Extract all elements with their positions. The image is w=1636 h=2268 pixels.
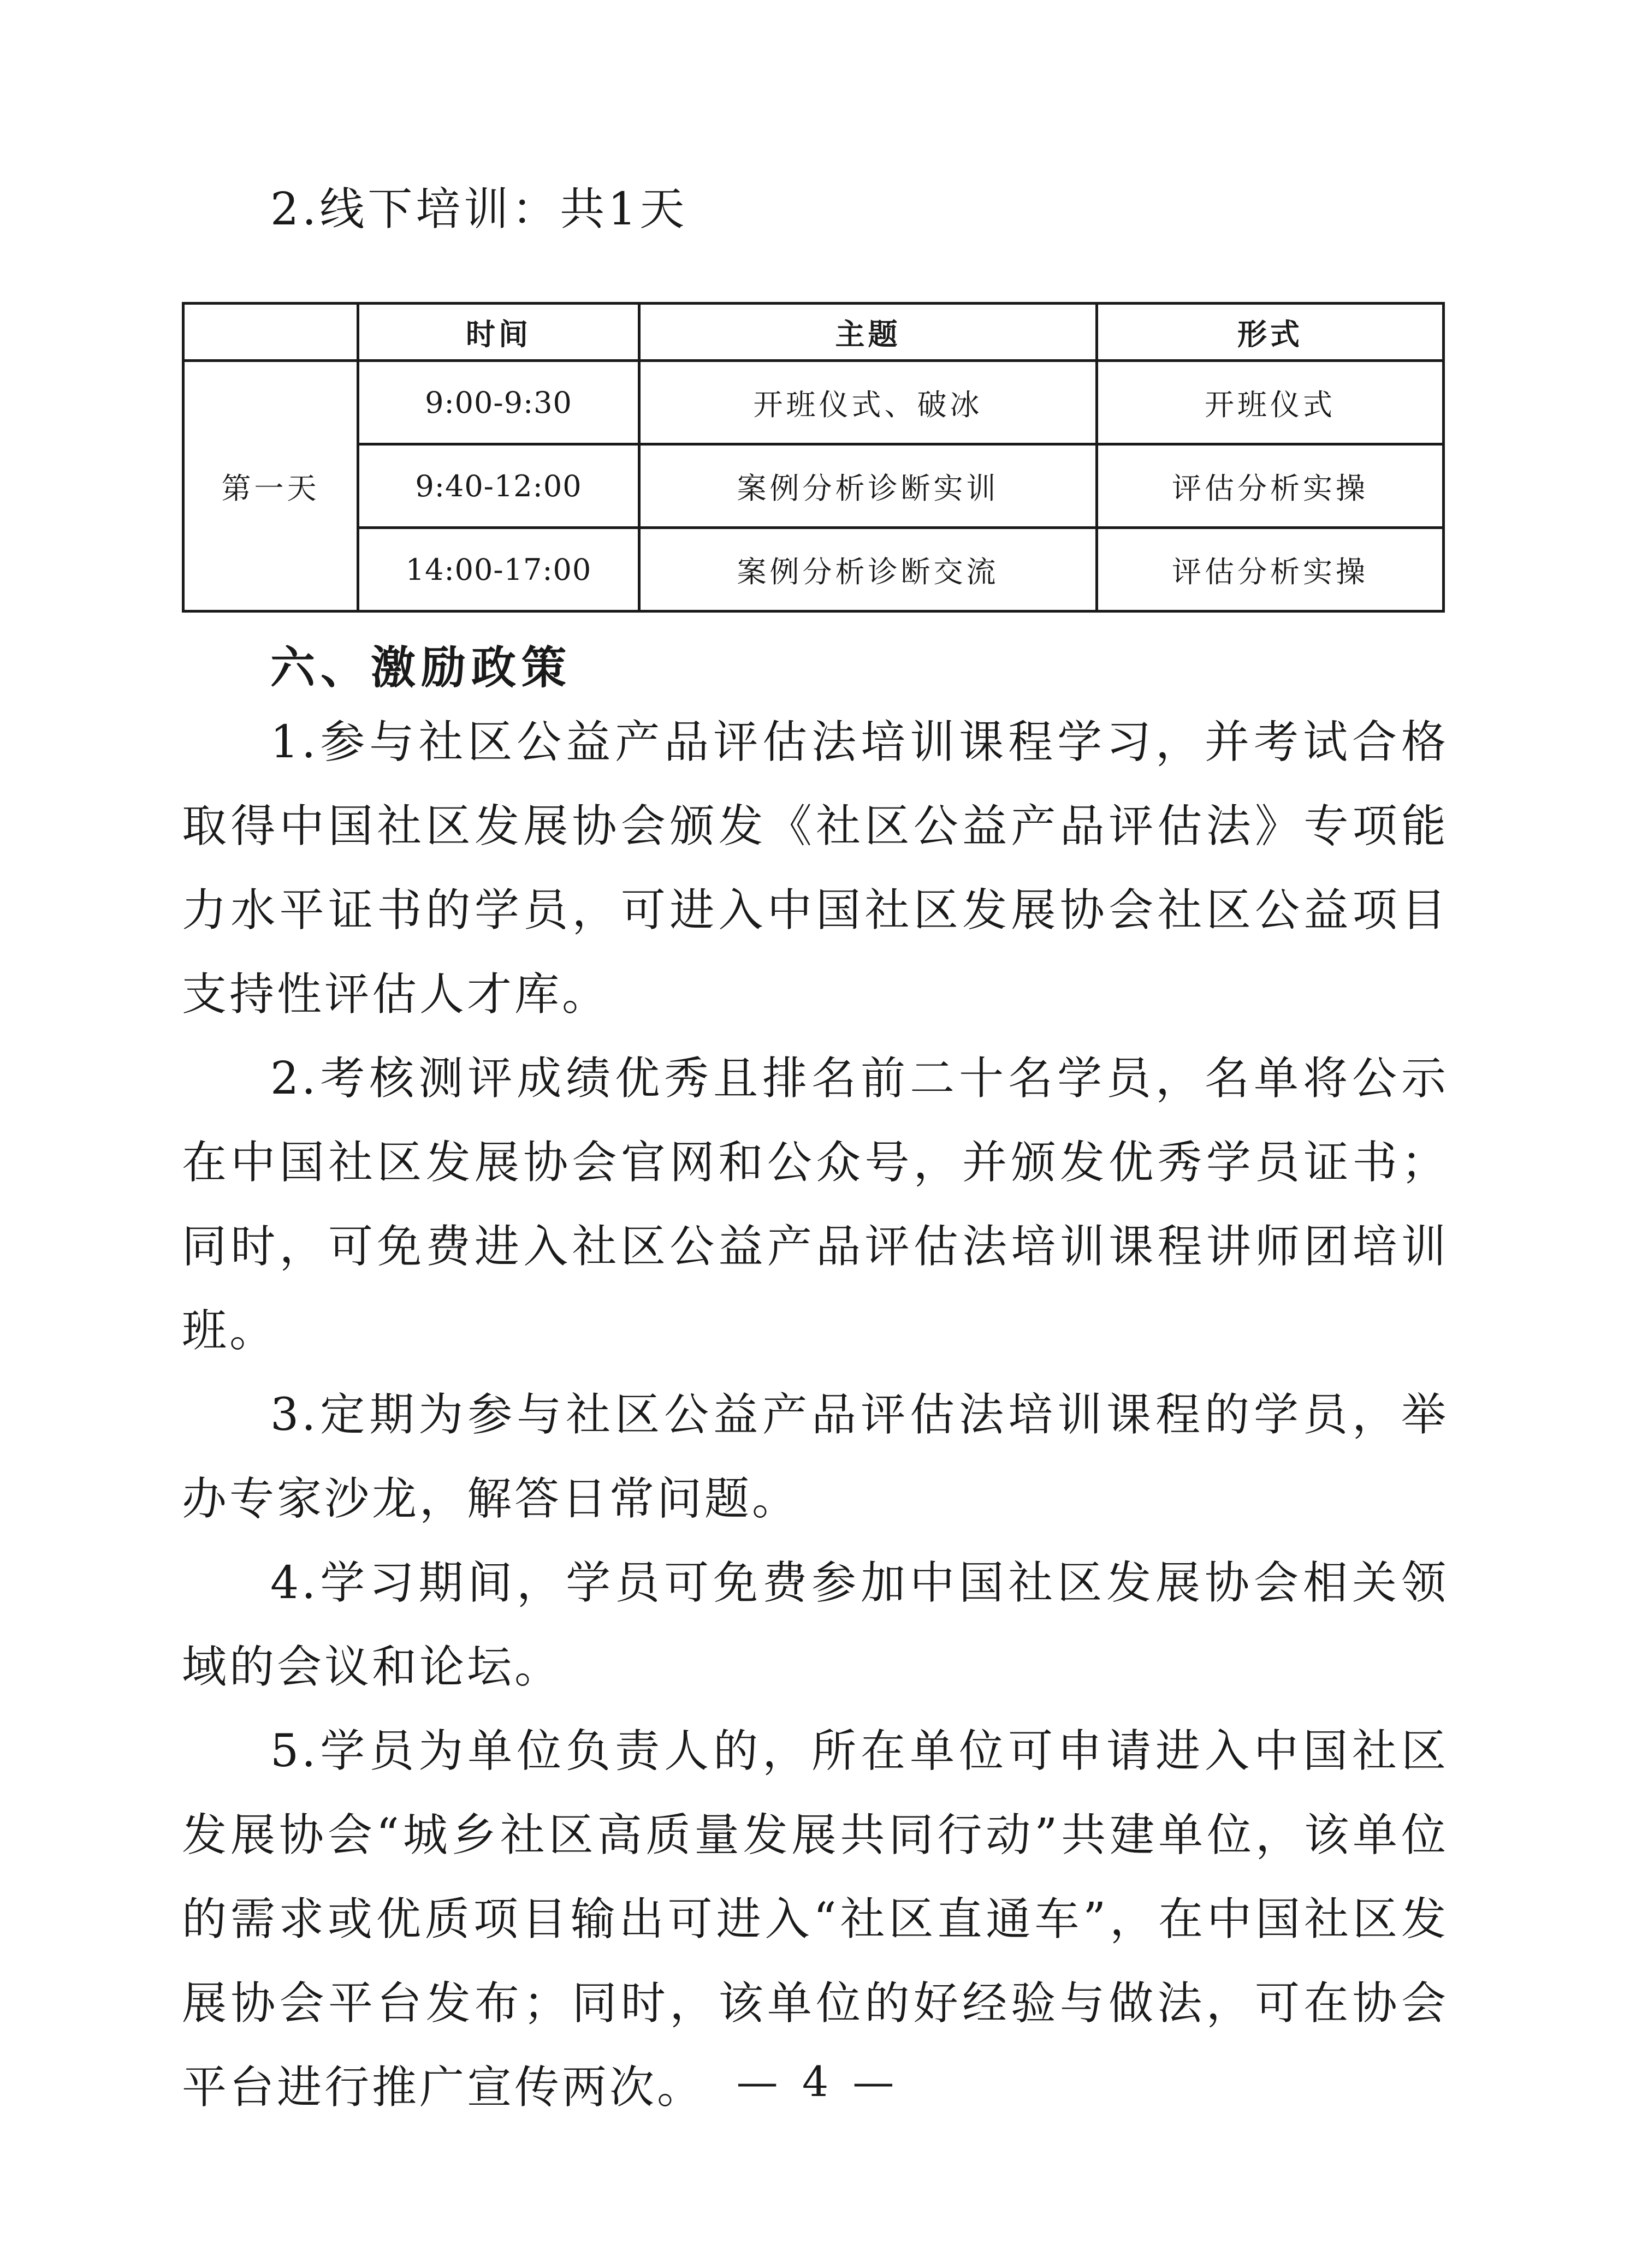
policy-paragraph: 3.定期为参与社区公益产品评估法培训课程的学员，举办专家沙龙，解答日常问题。	[182, 1389, 1449, 1525]
topic-cell: 案例分析诊断交流	[639, 528, 1097, 611]
topic-cell: 案例分析诊断实训	[639, 444, 1097, 528]
policy-paragraph: 1.参与社区公益产品评估法培训课程学习，并考试合格取得中国社区发展协会颁发《社区公益产品评估法》专项能力水平证书的学员，可进入中国社区发展协会社区公益项目支持性评估人才库。	[182, 716, 1449, 1020]
section-heading-incentive-policy: 六、激励政策	[270, 642, 572, 694]
table-row	[183, 444, 1444, 528]
format-cell: 评估分析实操	[1097, 444, 1444, 528]
subheading-offline-training: 2.线下培训：共1天	[270, 183, 688, 235]
format-cell: 评估分析实操	[1097, 528, 1444, 611]
policy-paragraph: 5.学员为单位负责人的，所在单位可申请进入中国社区发展协会“城乡社区高质量发展共同行动”共建单位，该单位的需求或优质项目输出可进入“社区直通车”，在中国社区发展协会平台发布；同时，该单位的好经验与做法，可在协会平台进行推广宣传两次。	[182, 1725, 1449, 2113]
table-row	[183, 361, 1444, 444]
time-cell: 9:00-9:30	[358, 361, 639, 444]
table-header-row	[183, 304, 1444, 361]
policy-paragraph: 4.学习期间，学员可免费参加中国社区发展协会相关领域的会议和论坛。	[182, 1557, 1449, 1693]
time-cell: 14:00-17:00	[358, 528, 639, 611]
training-schedule-table	[182, 302, 1445, 613]
day-label-cell: 第一天	[183, 361, 358, 611]
table-header-format: 形式	[1097, 304, 1444, 361]
time-cell: 9:40-12:00	[358, 444, 639, 528]
page-number: — 4 —	[736, 2057, 900, 2106]
topic-cell: 开班仪式、破冰	[639, 361, 1097, 444]
table-header-time: 时间	[358, 304, 639, 361]
table-header-blank	[183, 304, 358, 361]
table-row	[183, 528, 1444, 611]
policy-paragraph: 2.考核测评成绩优秀且排名前二十名学员，名单将公示在中国社区发展协会官网和公众号，并颁发优秀学员证书；同时，可免费进入社区公益产品评估法培训课程讲师团培训班。	[182, 1053, 1449, 1357]
format-cell: 开班仪式	[1097, 361, 1444, 444]
incentive-policy-body	[182, 700, 1449, 2130]
table-header-topic: 主题	[639, 304, 1097, 361]
